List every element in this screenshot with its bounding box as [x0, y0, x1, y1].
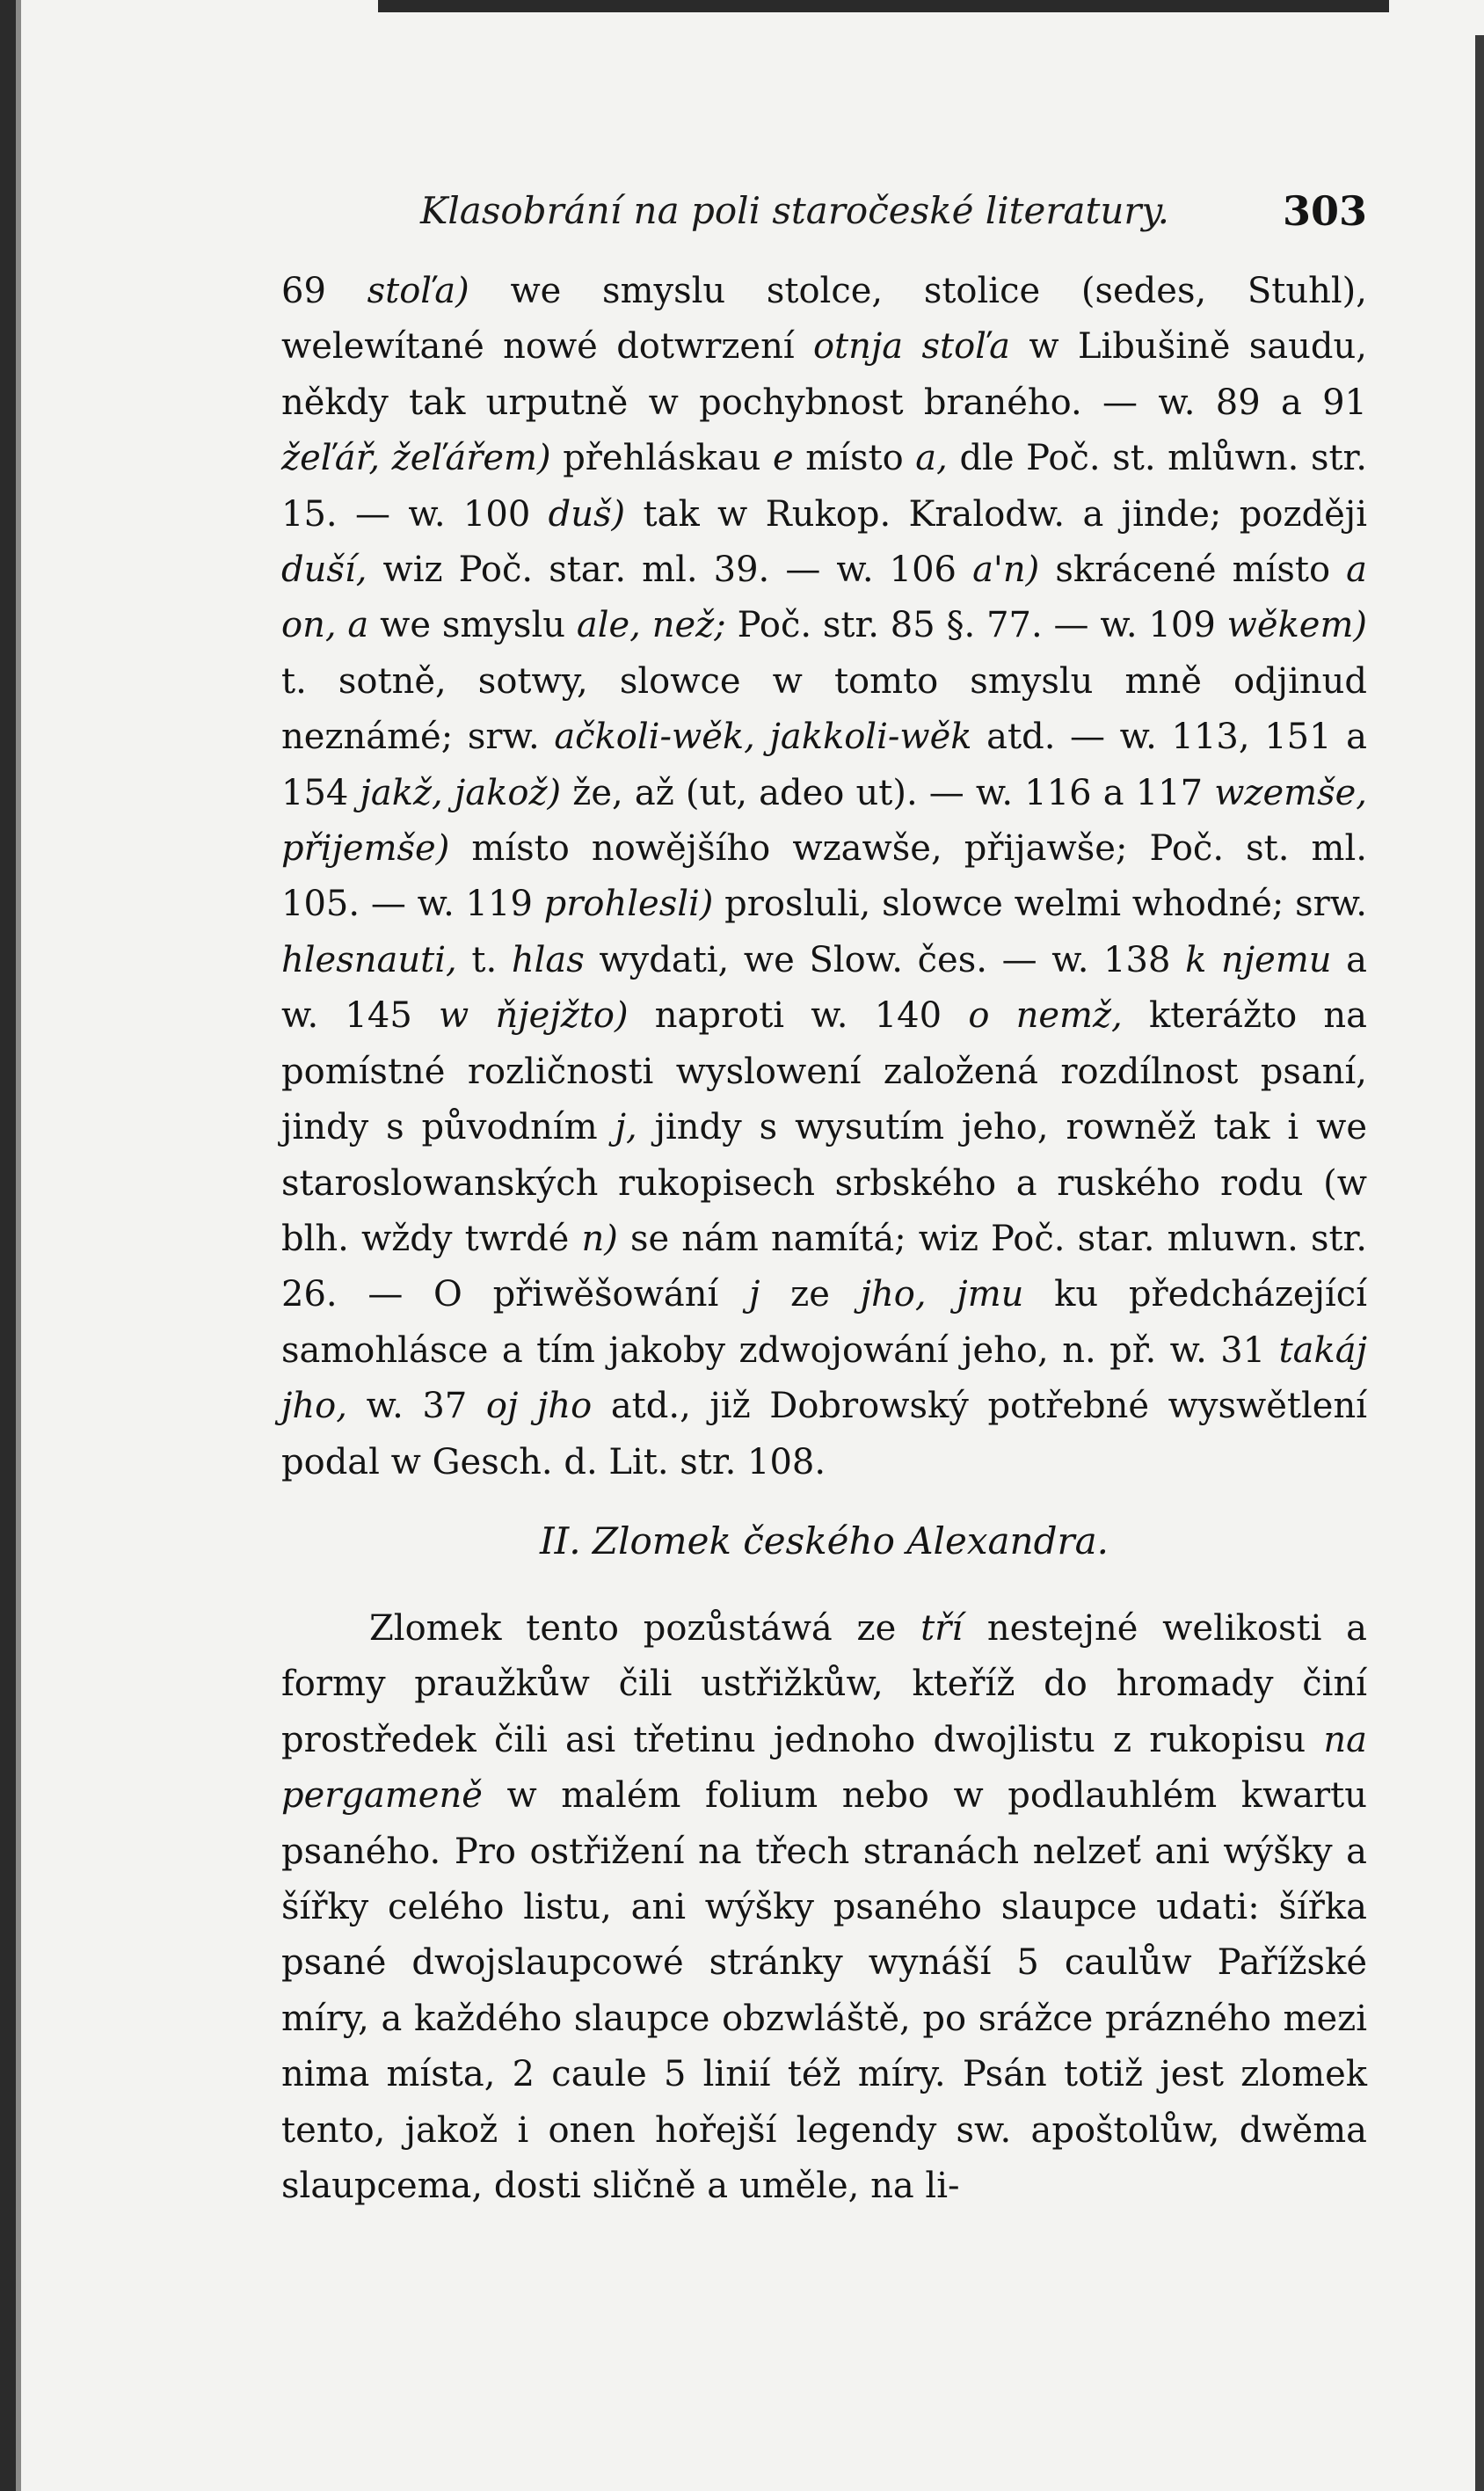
- notes-italic: ale, než;: [576, 605, 726, 646]
- notes-text: wydati, we Slow. čes. — w. 138: [584, 939, 1186, 980]
- notes-text: naproti w. 140: [628, 995, 969, 1037]
- notes-text: a w. 145: [281, 939, 1368, 1037]
- scan-top-border: [378, 0, 1389, 12]
- scan-right-border: [1475, 35, 1484, 2491]
- notes-text: [927, 1274, 957, 1315]
- notes-italic: a on, a: [281, 550, 1367, 646]
- notes-text: jindy s wysutím jeho, rowněž tak i we staroslowanských rukopisech srbského a ruského rodu (w blh. wždy twrdé: [281, 1107, 1368, 1259]
- notes-italic: e: [772, 438, 794, 479]
- notes-text: we smyslu stolce, stolice (sedes, Stuhl), welewítané nowé dotwrzení: [281, 271, 1367, 368]
- notes-italic: stoľa): [367, 271, 469, 311]
- notes-italic: otnja stoľa: [812, 326, 1011, 368]
- notes-text: Poč. str. 85 §. 77. — w. 109: [725, 605, 1227, 646]
- notes-italic: ačkoli-wěk, jakkoli-wěk: [554, 717, 972, 758]
- notes-text: místo nowějšího wzawše, přijawše; Poč. st. ml. 105. — w. 119: [281, 828, 1367, 925]
- notes-italic: jho,: [860, 1274, 927, 1315]
- paragraph-text: nestejné welikosti a formy praužkůw čili ustřižkůw, kteříž do hromady činí prostředek čili asi třetinu jednoho dwojlistu z rukopisu: [281, 1607, 1367, 1760]
- notes-text: přehláskau: [550, 438, 773, 479]
- notes-text: t.: [456, 939, 512, 980]
- notes-text: skrácené místo: [1039, 550, 1347, 591]
- notes-italic: žeľář, žeľářem): [281, 438, 551, 479]
- notes-text: w Libušině saudu, někdy tak urputně w pochybnost braného. — w. 89 a 91: [281, 326, 1367, 423]
- notes-italic: jmu: [957, 1274, 1024, 1315]
- notes-italic: o nemž,: [968, 995, 1123, 1037]
- running-title: Klasobrání na poli staročeské literatury.: [420, 189, 1169, 232]
- notes-italic: wzemše, přijemše): [281, 772, 1368, 870]
- notes-italic: w ňjejžto): [439, 995, 629, 1037]
- notes-italic: a'n): [972, 550, 1040, 591]
- notes-text: prosluli, slowce welmi whodné; srw.: [713, 884, 1367, 925]
- notes-text: we smyslu: [368, 605, 577, 646]
- paragraph-text: Zlomek tento pozůstáwá ze: [369, 1607, 921, 1649]
- notes-italic: oj jho: [485, 1386, 593, 1427]
- notes-text: 69: [281, 271, 367, 311]
- notes-italic: duší,: [281, 550, 367, 591]
- notes-italic: j,: [615, 1107, 637, 1148]
- notes-text: se nám namítá; wiz Poč. star. mluwn. str. 26. — O přiwěšowání: [281, 1218, 1368, 1315]
- scan-left-shadow: [16, 0, 21, 2491]
- paragraph-italic: na pergameně: [281, 1719, 1367, 1817]
- notes-text: že, až (ut, adeo ut). — w. 116 a 117: [561, 772, 1215, 813]
- notes-italic: prohlesli): [543, 884, 714, 925]
- section-heading: II. Zlomek českého Alexandra.: [540, 1519, 1109, 1562]
- section-paragraph: [281, 1601, 1367, 2214]
- body-text: [281, 264, 1367, 2214]
- notes-italic: a,: [915, 438, 948, 479]
- paragraph-text: w malém folium nebo w podlauhlém kwartu psaného. Pro ostřižení na třech stranách nelzeť ani wýšky a šířky celého listu, ani wýšky psaného slaupce udati: šířka psané dwojslaupcowé stránky wynáší 5 caulůw Pařížské míry, a každého slaupce obzwláště, po srážce prázného mezi nima místa, 2 caule 5 linií též míry. Psán totiž jest zlomek tento, jakož i onen hořejší legendy sw. apoštolůw, dwěma slaupcema, dosti sličně a uměle, na li-: [281, 1775, 1367, 2206]
- notes-italic: k njemu: [1185, 939, 1332, 980]
- notes-text: t. sotně, sotwy, slowce w tomto smyslu mně odjinud neznámé; srw.: [281, 660, 1367, 758]
- notes-text: ku předcházející samohlásce a tím jakoby zdwojowání jeho, n. př. w. 31: [281, 1274, 1367, 1371]
- notes-text: w. 37: [346, 1386, 486, 1427]
- notes-italic: duš): [548, 493, 626, 535]
- page-header: [281, 185, 1367, 237]
- notes-italic: hlesnauti,: [281, 939, 457, 980]
- notes-italic: wěkem): [1226, 605, 1368, 646]
- notes-text: dle Poč. st. mlůwn. str. 15. — w. 100: [281, 438, 1367, 535]
- notes-italic: hlas: [511, 939, 585, 980]
- notes-text: kterážto na pomístné rozličnosti wyslowení založená rozdílnost psaní, jindy s původním: [281, 995, 1368, 1148]
- notes-italic: j: [748, 1274, 760, 1315]
- notes-italic: takáj jho,: [281, 1329, 1367, 1427]
- paragraph-italic: tří: [920, 1607, 964, 1649]
- scan-left-border: [0, 0, 16, 2491]
- notes-text: tak w Rukop. Kralodw. a jinde; později: [625, 493, 1367, 535]
- notes-text: atd. — w. 113, 151 a 154: [281, 717, 1368, 813]
- notes-text: atd., již Dobrowský potřebné wyswětlení podal w Gesch. d. Lit. str. 108.: [281, 1386, 1368, 1482]
- notes-italic: jakž, jakož): [360, 772, 562, 813]
- notes-text: místo: [793, 438, 916, 479]
- page-number: 303: [1282, 187, 1367, 235]
- notes-text: wiz Poč. star. ml. 39. — w. 106: [367, 550, 973, 591]
- notes-italic: n): [581, 1218, 618, 1259]
- notes-paragraph: [281, 264, 1367, 1490]
- notes-text: ze: [760, 1274, 861, 1315]
